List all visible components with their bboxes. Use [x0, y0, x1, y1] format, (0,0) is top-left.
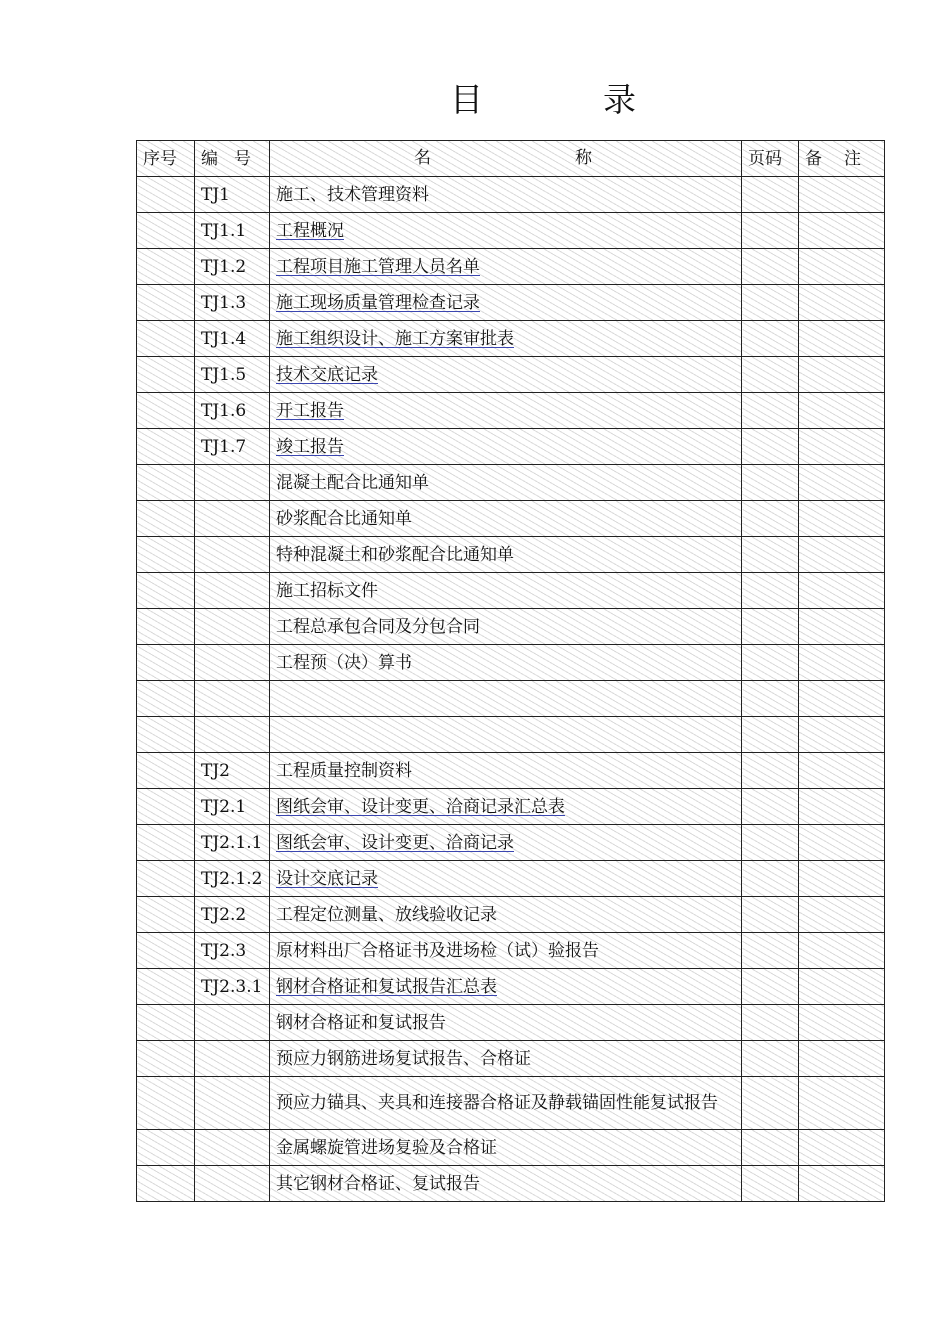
- remark-cell: [799, 753, 885, 789]
- page-cell: [742, 573, 799, 609]
- name-link[interactable]: 图纸会审、设计变更、洽商记录: [270, 825, 742, 861]
- page-cell: [742, 609, 799, 645]
- table-row: [137, 645, 885, 681]
- seq-cell: [137, 969, 195, 1005]
- remark-cell: [799, 1166, 885, 1202]
- table-row: [137, 1041, 885, 1077]
- code-cell: [195, 1041, 270, 1077]
- page-cell: [742, 753, 799, 789]
- page-cell: [742, 1041, 799, 1077]
- code-cell: TJ2.2: [195, 897, 270, 933]
- code-cell: [195, 645, 270, 681]
- page-cell: [742, 321, 799, 357]
- page-cell: [742, 357, 799, 393]
- seq-cell: [137, 789, 195, 825]
- seq-cell: [137, 573, 195, 609]
- table-row: [137, 1077, 885, 1130]
- seq-cell: [137, 933, 195, 969]
- code-cell: [195, 1005, 270, 1041]
- table-row: [137, 429, 885, 465]
- page-cell: [742, 1166, 799, 1202]
- seq-cell: [137, 609, 195, 645]
- remark-cell: [799, 357, 885, 393]
- header-code-char-1: 编: [201, 148, 218, 169]
- code-cell: [195, 609, 270, 645]
- remark-cell: [799, 501, 885, 537]
- name-cell: 预应力钢筋进场复试报告、合格证: [270, 1041, 742, 1077]
- page-cell: [742, 393, 799, 429]
- name-link[interactable]: 技术交底记录: [270, 357, 742, 393]
- code-cell: TJ1.3: [195, 285, 270, 321]
- name-link[interactable]: 施工现场质量管理检查记录: [270, 285, 742, 321]
- name-cell: [270, 717, 742, 753]
- remark-cell: [799, 861, 885, 897]
- page-cell: [742, 1005, 799, 1041]
- name-link[interactable]: 施工组织设计、施工方案审批表: [270, 321, 742, 357]
- header-code: [195, 141, 270, 177]
- code-cell: TJ2.3: [195, 933, 270, 969]
- table-row: [137, 321, 885, 357]
- seq-cell: [137, 1130, 195, 1166]
- page-cell: [742, 681, 799, 717]
- code-cell: [195, 1077, 270, 1130]
- remark-cell: [799, 645, 885, 681]
- name-cell: 原材料出厂合格证书及进场检（试）验报告: [270, 933, 742, 969]
- seq-cell: [137, 1077, 195, 1130]
- header-name: [270, 141, 742, 177]
- page-title: [0, 78, 950, 128]
- seq-cell: [137, 429, 195, 465]
- table-row: [137, 861, 885, 897]
- seq-cell: [137, 465, 195, 501]
- code-cell: TJ2: [195, 753, 270, 789]
- page-cell: [742, 177, 799, 213]
- remark-cell: [799, 681, 885, 717]
- name-cell: 其它钢材合格证、复试报告: [270, 1166, 742, 1202]
- seq-cell: [137, 321, 195, 357]
- seq-cell: [137, 645, 195, 681]
- table-row: [137, 177, 885, 213]
- header-remark-char-1: 备: [805, 148, 822, 169]
- remark-cell: [799, 933, 885, 969]
- remark-cell: [799, 573, 885, 609]
- code-cell: [195, 573, 270, 609]
- page-cell: [742, 861, 799, 897]
- name-cell: 金属螺旋管进场复验及合格证: [270, 1130, 742, 1166]
- page-cell: [742, 285, 799, 321]
- seq-cell: [137, 501, 195, 537]
- code-cell: TJ2.1.1: [195, 825, 270, 861]
- table-row: [137, 753, 885, 789]
- code-cell: [195, 681, 270, 717]
- name-cell: [270, 681, 742, 717]
- table-row: [137, 537, 885, 573]
- table-row: [137, 249, 885, 285]
- page-cell: [742, 465, 799, 501]
- name-cell: 钢材合格证和复试报告: [270, 1005, 742, 1041]
- remark-cell: [799, 537, 885, 573]
- remark-cell: [799, 1077, 885, 1130]
- name-link[interactable]: 钢材合格证和复试报告汇总表: [270, 969, 742, 1005]
- page-cell: [742, 213, 799, 249]
- remark-cell: [799, 825, 885, 861]
- code-cell: [195, 717, 270, 753]
- page-cell: [742, 969, 799, 1005]
- name-link[interactable]: 开工报告: [270, 393, 742, 429]
- name-link[interactable]: 设计交底记录: [270, 861, 742, 897]
- seq-cell: [137, 717, 195, 753]
- header-page: 页码: [742, 141, 799, 177]
- seq-cell: [137, 681, 195, 717]
- table-row: [137, 789, 885, 825]
- remark-cell: [799, 969, 885, 1005]
- name-cell: 施工招标文件: [270, 573, 742, 609]
- code-cell: TJ1.6: [195, 393, 270, 429]
- page-cell: [742, 717, 799, 753]
- title-char-1: 目: [450, 80, 483, 119]
- seq-cell: [137, 1041, 195, 1077]
- table-row: [137, 501, 885, 537]
- page-cell: [742, 825, 799, 861]
- page-cell: [742, 537, 799, 573]
- remark-cell: [799, 285, 885, 321]
- page-cell: [742, 897, 799, 933]
- header-name-char-1: 名: [414, 148, 431, 168]
- seq-cell: [137, 861, 195, 897]
- seq-cell: [137, 897, 195, 933]
- code-cell: TJ1.1: [195, 213, 270, 249]
- name-cell: 预应力锚具、夹具和连接器合格证及静载锚固性能复试报告: [270, 1077, 742, 1130]
- table-row: [137, 609, 885, 645]
- remark-cell: [799, 609, 885, 645]
- code-cell: TJ1: [195, 177, 270, 213]
- remark-cell: [799, 897, 885, 933]
- seq-cell: [137, 825, 195, 861]
- header-name-char-2: 称: [575, 148, 592, 168]
- remark-cell: [799, 1130, 885, 1166]
- table-row: [137, 1130, 885, 1166]
- remark-cell: [799, 249, 885, 285]
- name-cell: 工程定位测量、放线验收记录: [270, 897, 742, 933]
- header-remark-char-2: 注: [844, 148, 861, 169]
- name-cell: 工程预（决）算书: [270, 645, 742, 681]
- code-cell: TJ1.4: [195, 321, 270, 357]
- header-seq: 序号: [137, 141, 195, 177]
- seq-cell: [137, 285, 195, 321]
- code-cell: [195, 537, 270, 573]
- table-row: [137, 717, 885, 753]
- name-cell: 混凝土配合比通知单: [270, 465, 742, 501]
- table-row: [137, 1005, 885, 1041]
- seq-cell: [137, 1005, 195, 1041]
- name-cell: 工程总承包合同及分包合同: [270, 609, 742, 645]
- header-remark: [799, 141, 885, 177]
- remark-cell: [799, 321, 885, 357]
- seq-cell: [137, 537, 195, 573]
- table-row: [137, 285, 885, 321]
- remark-cell: [799, 1005, 885, 1041]
- name-link[interactable]: 竣工报告: [270, 429, 742, 465]
- code-cell: TJ1.7: [195, 429, 270, 465]
- name-link[interactable]: 工程概况: [270, 213, 742, 249]
- code-cell: [195, 1166, 270, 1202]
- table-row: [137, 393, 885, 429]
- name-cell: 特种混凝土和砂浆配合比通知单: [270, 537, 742, 573]
- name-cell: 施工、技术管理资料: [270, 177, 742, 213]
- seq-cell: [137, 249, 195, 285]
- table-row: [137, 969, 885, 1005]
- seq-cell: [137, 1166, 195, 1202]
- code-cell: [195, 465, 270, 501]
- remark-cell: [799, 717, 885, 753]
- remark-cell: [799, 429, 885, 465]
- page-cell: [742, 645, 799, 681]
- page-cell: [742, 249, 799, 285]
- remark-cell: [799, 1041, 885, 1077]
- code-cell: TJ2.1.2: [195, 861, 270, 897]
- header-code-char-2: 号: [234, 148, 251, 169]
- code-cell: TJ1.5: [195, 357, 270, 393]
- seq-cell: [137, 393, 195, 429]
- code-cell: TJ2.1: [195, 789, 270, 825]
- page-cell: [742, 789, 799, 825]
- toc-table: [136, 140, 885, 1202]
- title-char-2: 录: [603, 80, 636, 119]
- remark-cell: [799, 465, 885, 501]
- table-row: [137, 1166, 885, 1202]
- seq-cell: [137, 177, 195, 213]
- table-row: [137, 465, 885, 501]
- name-cell: 工程质量控制资料: [270, 753, 742, 789]
- name-link[interactable]: 工程项目施工管理人员名单: [270, 249, 742, 285]
- page-cell: [742, 501, 799, 537]
- table-header-row: [137, 141, 885, 177]
- table-row: [137, 681, 885, 717]
- table-row: [137, 213, 885, 249]
- remark-cell: [799, 789, 885, 825]
- table-row: [137, 825, 885, 861]
- code-cell: [195, 1130, 270, 1166]
- remark-cell: [799, 213, 885, 249]
- seq-cell: [137, 357, 195, 393]
- code-cell: TJ1.2: [195, 249, 270, 285]
- page-cell: [742, 933, 799, 969]
- page-cell: [742, 1077, 799, 1130]
- table-row: [137, 357, 885, 393]
- name-cell: 砂浆配合比通知单: [270, 501, 742, 537]
- seq-cell: [137, 213, 195, 249]
- seq-cell: [137, 753, 195, 789]
- table-row: [137, 933, 885, 969]
- table-row: [137, 897, 885, 933]
- code-cell: [195, 501, 270, 537]
- code-cell: TJ2.3.1: [195, 969, 270, 1005]
- name-link[interactable]: 图纸会审、设计变更、洽商记录汇总表: [270, 789, 742, 825]
- table-row: [137, 573, 885, 609]
- page-cell: [742, 429, 799, 465]
- remark-cell: [799, 177, 885, 213]
- remark-cell: [799, 393, 885, 429]
- page-cell: [742, 1130, 799, 1166]
